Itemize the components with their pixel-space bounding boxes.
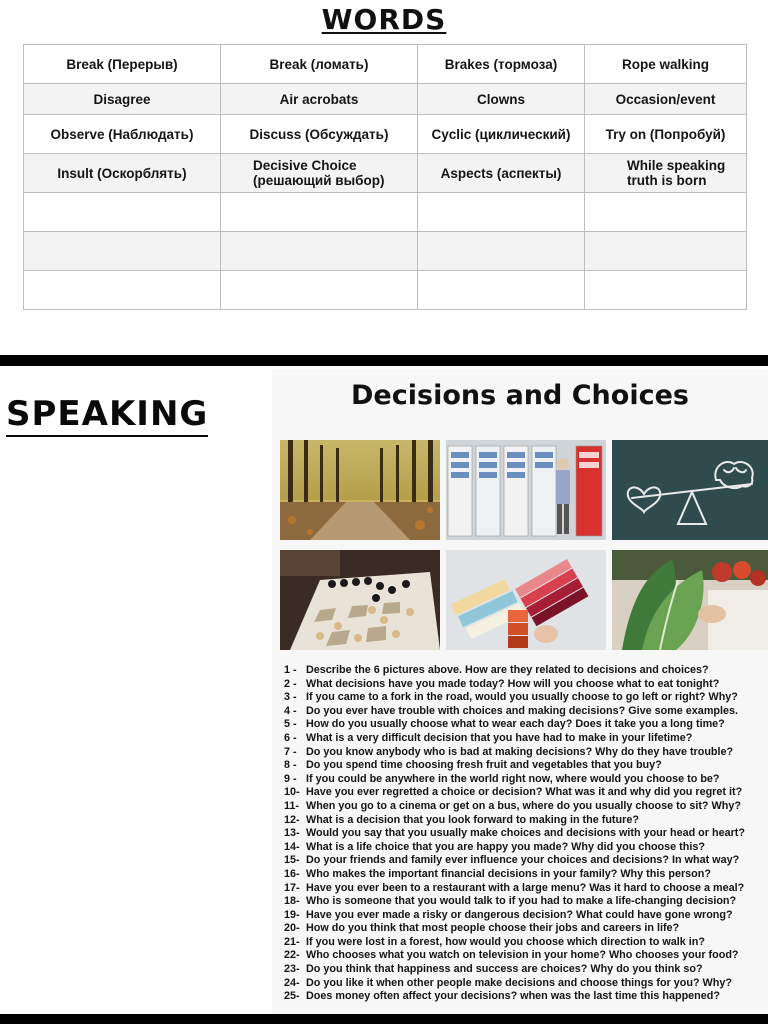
question-text: If you were lost in a forest, how would you choose which direction to walk in? bbox=[306, 935, 705, 948]
question-number: 23- bbox=[284, 963, 300, 976]
table-cell: Air acrobats bbox=[221, 84, 418, 115]
table-row bbox=[24, 84, 747, 115]
worksheet-title: Decisions and Choices bbox=[351, 380, 689, 411]
discussion-questions bbox=[284, 664, 768, 1004]
question-item bbox=[284, 977, 768, 991]
question-item bbox=[284, 882, 768, 896]
question-number: 22- bbox=[284, 949, 300, 962]
question-item bbox=[284, 759, 768, 773]
question-text: Who makes the important financial decisions in your family? Why this person? bbox=[306, 867, 711, 880]
table-cell: Occasion/event bbox=[585, 84, 747, 115]
question-item bbox=[284, 664, 768, 678]
question-text: Do your friends and family ever influence your choices and decisions? In what way? bbox=[306, 854, 740, 867]
question-number: 3 - bbox=[284, 691, 297, 704]
table-row bbox=[24, 232, 747, 271]
question-text: Do you think that happiness and success are choices? Why do you think so? bbox=[306, 963, 703, 976]
section-divider bbox=[0, 355, 768, 366]
question-item bbox=[284, 868, 768, 882]
question-text: What is a very difficult decision that you have had to make in your lifetime? bbox=[306, 731, 693, 744]
vocabulary-table bbox=[23, 44, 747, 310]
empty-table-cell[interactable] bbox=[585, 271, 747, 310]
question-text: If you could be anywhere in the world right now, where would you choose to be? bbox=[306, 772, 720, 785]
question-text: Do you ever have trouble with choices and making decisions? Give some examples. bbox=[306, 704, 739, 717]
question-item bbox=[284, 909, 768, 923]
question-item bbox=[284, 949, 768, 963]
table-cell: Decisive Choice (решающий выбор) bbox=[221, 154, 418, 193]
question-number: 4 - bbox=[284, 704, 297, 717]
question-item bbox=[284, 922, 768, 936]
question-number: 11- bbox=[284, 799, 300, 812]
forest-path-photo bbox=[280, 440, 440, 540]
question-number: 18- bbox=[284, 895, 300, 908]
question-number: 24- bbox=[284, 976, 300, 989]
question-item bbox=[284, 786, 768, 800]
question-text: Have you ever made a risky or dangerous decision? What could have gone wrong? bbox=[306, 908, 733, 921]
question-item bbox=[284, 678, 768, 692]
question-number: 2 - bbox=[284, 677, 297, 690]
question-number: 17- bbox=[284, 881, 300, 894]
question-text: Do you spend time choosing fresh fruit and vegetables that you buy? bbox=[306, 759, 662, 772]
question-number: 16- bbox=[284, 867, 300, 880]
empty-table-cell[interactable] bbox=[24, 271, 221, 310]
question-item bbox=[284, 990, 768, 1004]
question-item bbox=[284, 963, 768, 977]
table-row bbox=[24, 271, 747, 310]
question-text: Have you ever been to a restaurant with a large menu? Was it hard to choose a meal? bbox=[306, 881, 745, 894]
question-number: 9 - bbox=[284, 772, 297, 785]
empty-table-cell[interactable] bbox=[585, 232, 747, 271]
chess-board-photo bbox=[280, 550, 440, 650]
question-number: 1 - bbox=[284, 664, 297, 676]
question-text: Who is someone that you would talk to if you had to make a life-changing decision? bbox=[306, 895, 737, 908]
question-number: 25- bbox=[284, 990, 300, 1003]
empty-table-cell[interactable] bbox=[418, 271, 585, 310]
question-text: How do you think that most people choose their jobs and careers in life? bbox=[306, 922, 680, 935]
table-cell: Break (ломать) bbox=[221, 45, 418, 84]
question-item bbox=[284, 814, 768, 828]
question-text: Have you ever regretted a choice or decision? What was it and why did you regret it? bbox=[306, 786, 743, 799]
words-title-text: WORDS bbox=[321, 3, 447, 36]
question-number: 6 - bbox=[284, 731, 297, 744]
color-swatches-photo bbox=[446, 550, 606, 650]
vending-machines-photo bbox=[446, 440, 606, 540]
empty-table-cell[interactable] bbox=[221, 193, 418, 232]
empty-table-cell[interactable] bbox=[418, 193, 585, 232]
table-cell: Rope walking bbox=[585, 45, 747, 84]
question-item bbox=[284, 895, 768, 909]
question-number: 15- bbox=[284, 854, 300, 867]
table-cell: Discuss (Обсуждать) bbox=[221, 115, 418, 154]
table-cell: Aspects (аспекты) bbox=[418, 154, 585, 193]
words-section-title bbox=[0, 3, 768, 36]
table-cell: Break (Перерыв) bbox=[24, 45, 221, 84]
question-text: Would you say that you usually make choices and decisions with your head or heart? bbox=[306, 827, 745, 840]
table-row bbox=[24, 115, 747, 154]
empty-table-cell[interactable] bbox=[585, 193, 747, 232]
empty-table-cell[interactable] bbox=[24, 193, 221, 232]
question-text: Who chooses what you watch on television in your home? Who chooses your food? bbox=[306, 949, 739, 962]
question-item bbox=[284, 827, 768, 841]
question-number: 21- bbox=[284, 935, 300, 948]
question-item bbox=[284, 691, 768, 705]
speaking-heading: SPEAKING bbox=[6, 394, 208, 437]
question-number: 19- bbox=[284, 908, 300, 921]
table-cell: Cyclic (циклический) bbox=[418, 115, 585, 154]
table-cell: Disagree bbox=[24, 84, 221, 115]
question-item bbox=[284, 936, 768, 950]
question-number: 5 - bbox=[284, 718, 297, 731]
question-item bbox=[284, 746, 768, 760]
question-text: What decisions have you made today? How will you choose what to eat tonight? bbox=[306, 677, 720, 690]
question-item bbox=[284, 773, 768, 787]
question-item bbox=[284, 705, 768, 719]
question-text: What is a decision that you look forward to making in the future? bbox=[306, 813, 639, 826]
table-cell: Observe (Наблюдать) bbox=[24, 115, 221, 154]
question-text: If you came to a fork in the road, would you usually choose to go left or right? Why? bbox=[306, 691, 738, 704]
empty-table-cell[interactable] bbox=[418, 232, 585, 271]
empty-table-cell[interactable] bbox=[24, 232, 221, 271]
table-cell: Insult (Оскорблять) bbox=[24, 154, 221, 193]
table-row bbox=[24, 193, 747, 232]
question-text: Describe the 6 pictures above. How are they related to decisions and choices? bbox=[306, 664, 709, 676]
question-number: 13- bbox=[284, 827, 300, 840]
empty-table-cell[interactable] bbox=[221, 232, 418, 271]
table-row bbox=[24, 45, 747, 84]
question-item bbox=[284, 732, 768, 746]
question-number: 20- bbox=[284, 922, 300, 935]
vegetables-shopping-photo bbox=[612, 550, 768, 650]
question-text: What is a life choice that you are happy you made? Why did you choose this? bbox=[306, 840, 705, 853]
question-number: 7 - bbox=[284, 745, 297, 758]
table-cell: While speaking truth is born bbox=[585, 154, 747, 193]
question-number: 8 - bbox=[284, 759, 297, 772]
question-item bbox=[284, 854, 768, 868]
table-row bbox=[24, 154, 747, 193]
bottom-divider bbox=[0, 1014, 768, 1024]
heart-brain-scale-photo bbox=[612, 440, 768, 540]
question-number: 14- bbox=[284, 840, 300, 853]
table-cell: Brakes (тормоза) bbox=[418, 45, 585, 84]
question-text: Do you know anybody who is bad at making decisions? Why do they have trouble? bbox=[306, 745, 734, 758]
table-cell: Try on (Попробуй) bbox=[585, 115, 747, 154]
question-text: How do you usually choose what to wear each day? Does it take you a long time? bbox=[306, 718, 725, 731]
question-item bbox=[284, 841, 768, 855]
question-text: When you go to a cinema or get on a bus, where do you usually choose to sit? Why? bbox=[306, 799, 741, 812]
question-item bbox=[284, 718, 768, 732]
question-text: Does money often affect your decisions? when was the last time this happened? bbox=[306, 990, 720, 1003]
question-number: 10- bbox=[284, 786, 300, 799]
question-number: 12- bbox=[284, 813, 300, 826]
table-cell: Clowns bbox=[418, 84, 585, 115]
question-text: Do you like it when other people make decisions and choose things for you? Why? bbox=[306, 976, 732, 989]
question-item bbox=[284, 800, 768, 814]
empty-table-cell[interactable] bbox=[221, 271, 418, 310]
